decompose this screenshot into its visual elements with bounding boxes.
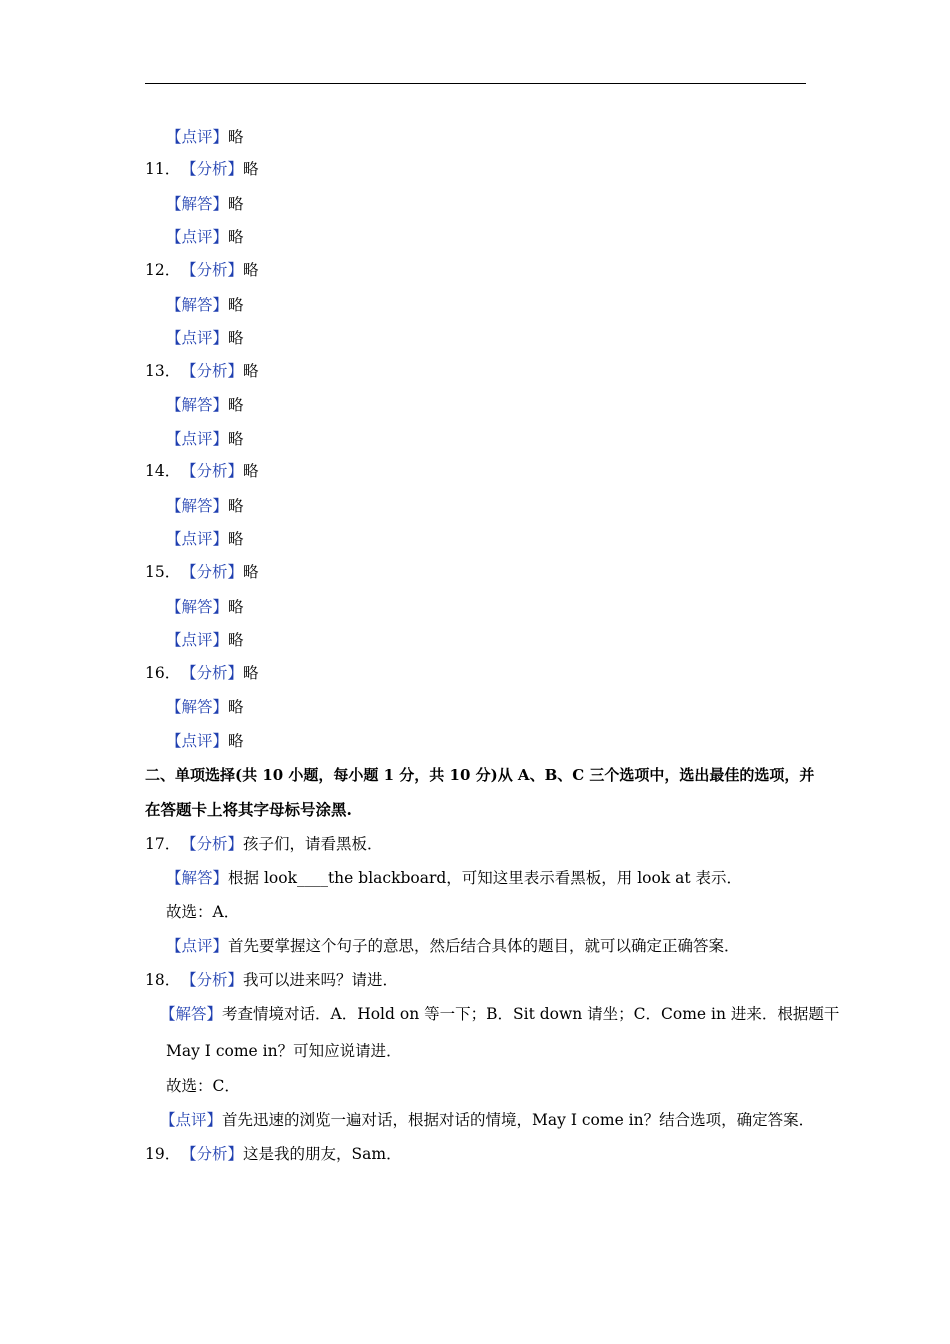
q17-dianping-line	[166, 936, 740, 956]
dianping-tag: 【点评】	[160, 1111, 223, 1129]
jieda-text: 根据 look____the blackboard，可知这里表示看黑板，用 look at 表示．	[228, 869, 743, 887]
dianping-tag: 【点评】	[166, 329, 229, 347]
dianping-text: 略	[228, 329, 244, 347]
question-number: 16．	[145, 664, 181, 682]
q16-dianping-line	[166, 731, 244, 751]
q13-fenxi-line	[145, 361, 259, 381]
question-number: 11．	[145, 160, 181, 178]
fenxi-tag: 【分析】	[181, 563, 244, 581]
q18-fenxi-line	[145, 970, 398, 990]
fenxi-tag: 【分析】	[181, 971, 244, 989]
q12-fenxi-line	[145, 260, 259, 280]
q15-dianping-line	[166, 630, 244, 650]
q17-fenxi-line	[145, 834, 383, 854]
question-number: 14．	[145, 462, 181, 480]
q14-jieda-line	[166, 496, 244, 516]
fenxi-text: 略	[243, 462, 259, 480]
fenxi-tag: 【分析】	[181, 664, 244, 682]
question-number: 19．	[145, 1145, 181, 1163]
q13-jieda-line	[166, 395, 244, 415]
dianping-text: 略	[228, 430, 244, 448]
jieda-tag: 【解答】	[166, 296, 229, 314]
fenxi-text: 我可以进来吗？请进．	[243, 971, 399, 989]
fenxi-tag: 【分析】	[181, 835, 244, 853]
jieda-tag: 【解答】	[166, 396, 229, 414]
question-number: 13．	[145, 362, 181, 380]
fenxi-tag: 【分析】	[181, 462, 244, 480]
question-number: 12．	[145, 261, 181, 279]
fenxi-text: 略	[243, 261, 259, 279]
jieda-text: 略	[228, 396, 244, 414]
q17-answer-line: 故选：A．	[166, 903, 240, 921]
jieda-text: 略	[228, 598, 244, 616]
jieda-tag: 【解答】	[166, 195, 229, 213]
fenxi-text: 略	[243, 160, 259, 178]
header-rule	[145, 83, 806, 84]
q18-jieda-line1	[160, 1004, 839, 1024]
fenxi-text: 孩子们，请看黑板．	[243, 835, 383, 853]
q14-dianping-line	[166, 529, 244, 549]
q12-jieda-line	[166, 295, 244, 315]
q11-jieda-line	[166, 194, 244, 214]
dianping-tag: 【点评】	[166, 430, 229, 448]
question-number: 15．	[145, 563, 181, 581]
dianping-text: 略	[228, 228, 244, 246]
dianping-tag: 【点评】	[166, 937, 229, 955]
q14-fenxi-line	[145, 461, 259, 481]
jieda-text: 略	[228, 497, 244, 515]
dianping-text: 略	[228, 530, 244, 548]
fenxi-text: 这是我的朋友，Sam．	[243, 1145, 402, 1163]
q15-jieda-line	[166, 597, 244, 617]
fenxi-text: 略	[243, 362, 259, 380]
dianping-text: 略	[228, 732, 244, 750]
fenxi-tag: 【分析】	[181, 160, 244, 178]
q13-dianping-line	[166, 429, 244, 449]
dianping-text: 首先要掌握这个句子的意思，然后结合具体的题目，就可以确定正确答案．	[228, 937, 740, 955]
dianping-tag: 【点评】	[166, 530, 229, 548]
dianping-text: 略	[228, 631, 244, 649]
top-dianping-line	[166, 127, 244, 147]
section-heading-line2: 在答题卡上将其字母标号涂黑.	[145, 800, 352, 819]
jieda-text: 略	[228, 296, 244, 314]
dianping-tag: 【点评】	[166, 631, 229, 649]
jieda-text: 略	[228, 698, 244, 716]
section-heading-line1: 二、单项选择(共 10 小题，每小题 1 分，共 10 分)从 A、B、C 三个选项中，选出最佳的选项，并	[145, 766, 815, 784]
question-number: 17．	[145, 835, 181, 853]
q18-answer-line: 故选：C．	[166, 1077, 240, 1095]
q12-dianping-line	[166, 328, 244, 348]
jieda-text: 略	[228, 195, 244, 213]
q19-fenxi-line	[145, 1144, 402, 1164]
jieda-tag: 【解答】	[166, 869, 229, 887]
dianping-text: 首先迅速的浏览一遍对话，根据对话的情境，May I come in？结合选项，确定答案．	[222, 1111, 815, 1129]
q18-jieda-line2: May I come in？可知应说请进．	[166, 1042, 402, 1060]
question-number: 18．	[145, 971, 181, 989]
dianping-tag: 【点评】	[166, 128, 229, 146]
fenxi-text: 略	[243, 563, 259, 581]
jieda-tag: 【解答】	[166, 698, 229, 716]
dianping-tag: 【点评】	[166, 732, 229, 750]
jieda-tag: 【解答】	[160, 1005, 223, 1023]
q18-dianping-line	[160, 1110, 814, 1130]
q16-jieda-line	[166, 697, 244, 717]
fenxi-tag: 【分析】	[181, 362, 244, 380]
jieda-text: 考查情境对话．A．Hold on 等一下；B．Sit down 请坐；C．Come in 进来．根据题干	[222, 1005, 840, 1023]
fenxi-tag: 【分析】	[181, 261, 244, 279]
dianping-tag: 【点评】	[166, 228, 229, 246]
jieda-tag: 【解答】	[166, 598, 229, 616]
q16-fenxi-line	[145, 663, 259, 683]
fenxi-tag: 【分析】	[181, 1145, 244, 1163]
q11-dianping-line	[166, 227, 244, 247]
q15-fenxi-line	[145, 562, 259, 582]
dianping-text: 略	[228, 128, 244, 146]
q11-fenxi-line	[145, 159, 259, 179]
jieda-tag: 【解答】	[166, 497, 229, 515]
fenxi-text: 略	[243, 664, 259, 682]
q17-jieda-line	[166, 868, 742, 888]
